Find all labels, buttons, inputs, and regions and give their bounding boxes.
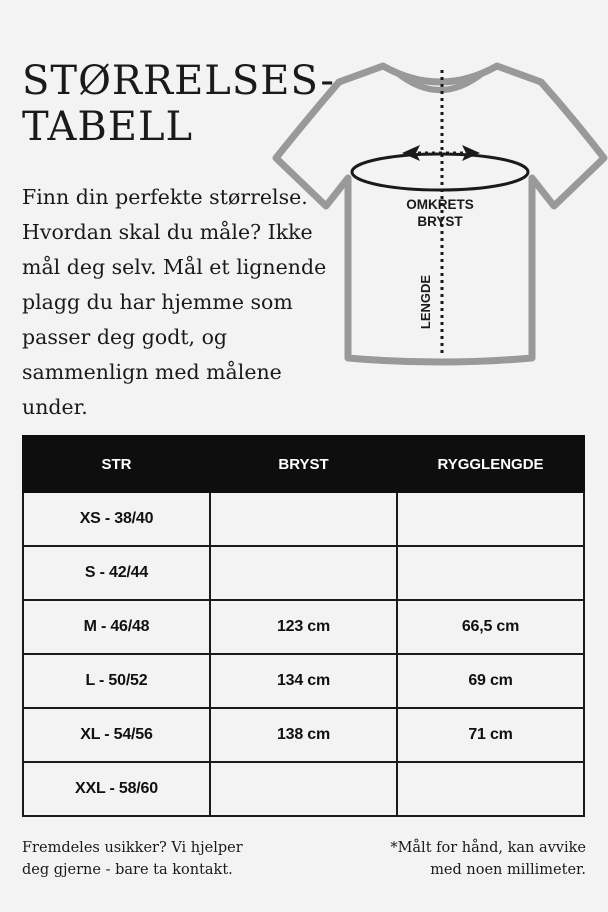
length-cell: 66,5 cm <box>397 600 584 654</box>
measurement-disclaimer <box>390 837 586 881</box>
chest-cell <box>210 546 397 600</box>
chest-cell <box>210 492 397 546</box>
table-row <box>23 600 584 654</box>
length-cell <box>397 762 584 816</box>
page-title-line-1: STØRRELSES- <box>22 58 335 104</box>
size-cell: XS - 38/40 <box>23 492 210 546</box>
chest-label-line-2: BRYST <box>417 214 463 229</box>
intro-text: Finn din perfekte størrelse. Hvordan skal du måle? Ikke mål deg selv. Mål et lignende plagg du har hjemme som passer deg godt, og sammenlign med målene under. <box>22 185 327 419</box>
chest-cell: 138 cm <box>210 708 397 762</box>
table-row <box>23 492 584 546</box>
chest-cell <box>210 762 397 816</box>
header-chest: BRYST <box>210 436 397 492</box>
help-note <box>22 837 243 881</box>
chest-label-line-1: OMKRETS <box>406 197 474 212</box>
size-cell: M - 46/48 <box>23 600 210 654</box>
size-cell: XL - 54/56 <box>23 708 210 762</box>
help-note-line-2: deg gjerne - bare ta kontakt. <box>22 862 233 878</box>
header-size: STR <box>23 436 210 492</box>
disclaimer-line-1: *Målt for hånd, kan avvike <box>390 840 586 856</box>
help-note-line-1: Fremdeles usikker? Vi hjelper <box>22 840 243 856</box>
length-cell <box>397 492 584 546</box>
size-cell: S - 42/44 <box>23 546 210 600</box>
table-row <box>23 654 584 708</box>
table-row <box>23 708 584 762</box>
length-cell <box>397 546 584 600</box>
table-row <box>23 762 584 816</box>
size-cell: L - 50/52 <box>23 654 210 708</box>
page-title-line-2: TABELL <box>22 104 194 150</box>
header-back-length: RYGGLENGDE <box>397 436 584 492</box>
chest-cell: 123 cm <box>210 600 397 654</box>
tshirt-measurement-diagram <box>268 58 608 378</box>
length-label: LENGDE <box>418 274 433 330</box>
chest-arrow-right-icon <box>462 145 480 161</box>
length-cell: 71 cm <box>397 708 584 762</box>
size-table <box>22 435 585 817</box>
length-cell: 69 cm <box>397 654 584 708</box>
chest-cell: 134 cm <box>210 654 397 708</box>
disclaimer-line-2: med noen millimeter. <box>430 862 586 878</box>
chest-ellipse <box>352 154 528 190</box>
table-header-row <box>23 436 584 492</box>
chest-arrow-left-icon <box>402 145 420 161</box>
size-cell: XXL - 58/60 <box>23 762 210 816</box>
table-row <box>23 546 584 600</box>
